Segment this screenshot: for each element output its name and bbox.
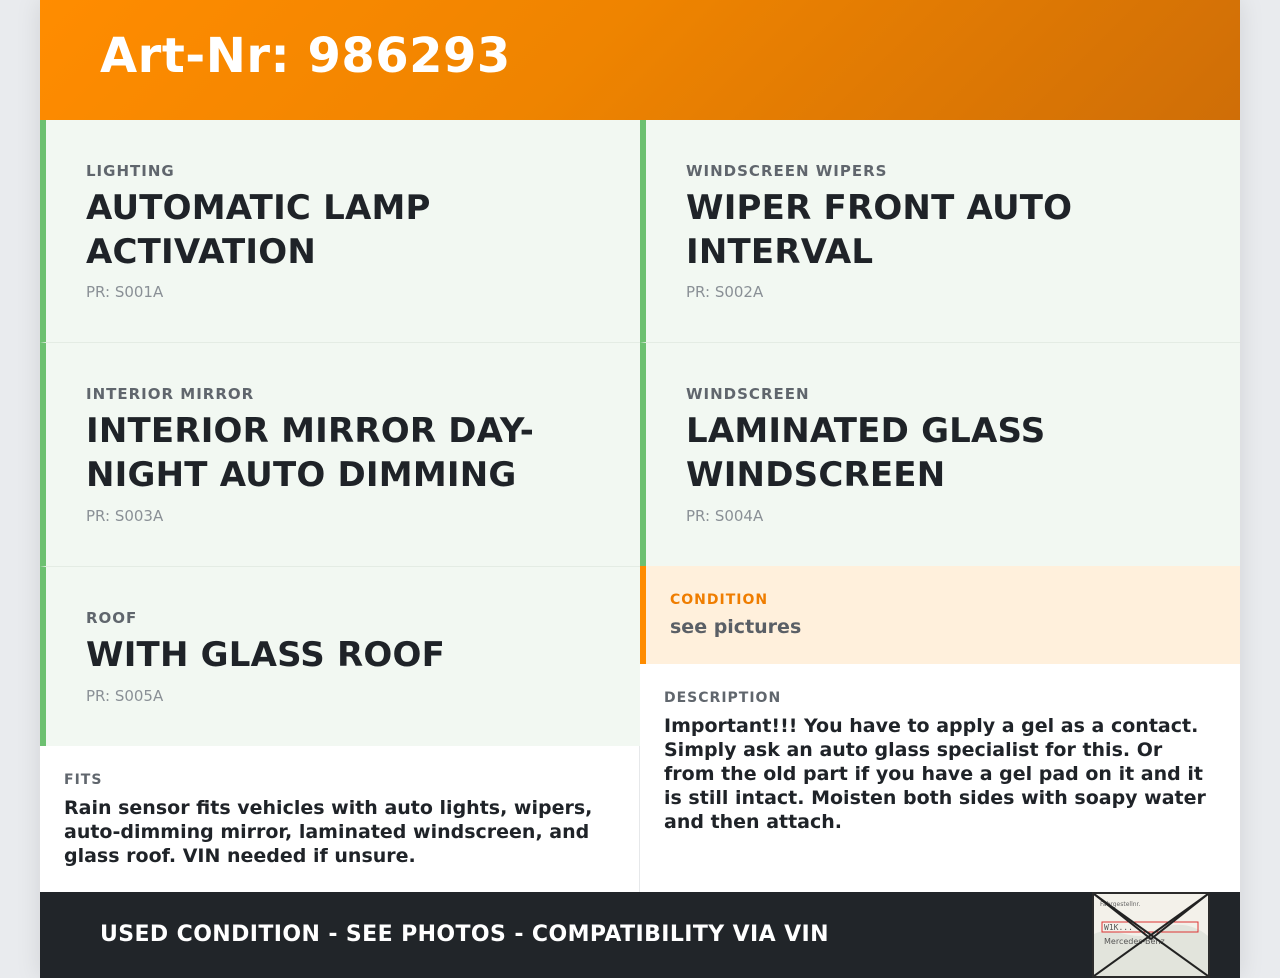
document-image-icon [1094,894,1208,976]
condition-label: CONDITION [670,592,769,608]
fits-label: FITS [64,772,103,788]
footer-bar [40,892,1240,978]
fits-text: Rain sensor fits vehicles with auto lights, wipers, auto-dimming mirror, laminated windscreen, and glass roof. VIN needed if unsure. [64,797,593,867]
feature-card-windscreen-wipers [640,120,1240,343]
feature-title: AUTOMATIC LAMP ACTIVATION [86,188,431,272]
svg-text:W1K...: W1K... [1104,923,1133,932]
description-label: DESCRIPTION [664,690,782,706]
feature-title: LAMINATED GLASS WINDSCREEN [686,411,1046,495]
feature-pr-code: PR: S004A [686,507,764,525]
svg-text:Mercedes-Benz: Mercedes-Benz [1104,937,1165,946]
svg-text:Fahrgestellnr.: Fahrgestellnr. [1100,901,1141,908]
footer-text: USED CONDITION - SEE PHOTOS - COMPATIBILITY VIA VIN [100,922,829,947]
article-number-title: Art-Nr: 986293 [100,28,511,84]
feature-pr-code: PR: S001A [86,283,164,301]
feature-category: INTERIOR MIRROR [86,385,255,403]
feature-category: ROOF [86,609,138,627]
condition-box [640,566,1240,664]
description-text: Important!!! You have to apply a gel as a contact. Simply ask an auto glass specialist for this. Or from the old part if you have a gel pad on it and it is still intact. Moisten both sides with soapy water and then attach. [664,715,1206,833]
feature-card-lighting [40,120,640,343]
feature-pr-code: PR: S002A [686,283,764,301]
feature-category: LIGHTING [86,162,175,180]
feature-title: WITH GLASS ROOF [86,635,446,675]
feature-category: WINDSCREEN WIPERS [686,162,888,180]
fits-box [40,746,640,892]
feature-pr-code: PR: S005A [86,687,164,705]
feature-category: WINDSCREEN [686,385,810,403]
feature-pr-code: PR: S003A [86,507,164,525]
feature-title: INTERIOR MIRROR DAY-NIGHT AUTO DIMMING [86,411,535,495]
feature-card-interior-mirror [40,343,640,567]
feature-card-roof [40,567,640,747]
product-sheet [40,0,1240,978]
condition-value: see pictures [670,616,802,638]
feature-title: WIPER FRONT AUTO INTERVAL [686,188,1073,272]
vehicle-document-thumbnail[interactable] [1092,892,1210,978]
header-bar [40,0,1240,120]
feature-card-windscreen [640,343,1240,567]
description-box [640,664,1240,892]
